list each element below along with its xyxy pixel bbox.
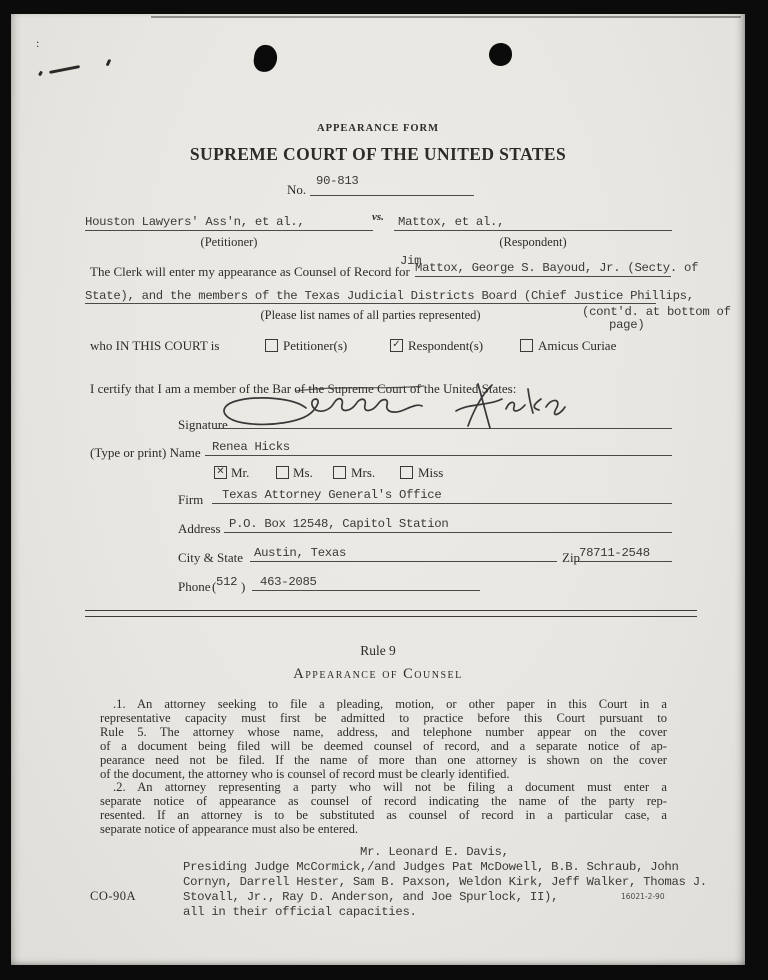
- petitioner-line: [85, 230, 373, 231]
- phone-line: [252, 590, 480, 591]
- continuation-line5: all in their official capacities.: [183, 905, 417, 919]
- vs-label: vs.: [372, 211, 384, 223]
- rule-subtitle: Appearance of Counsel: [293, 666, 463, 682]
- respondent-checkbox: ✓: [390, 339, 403, 352]
- petitioner-checkbox: [265, 339, 278, 352]
- city-state-value: Austin, Texas: [254, 546, 347, 560]
- firm-label: Firm: [178, 492, 204, 507]
- rule-p1-line1: .1. An attorney seeking to file a pleading, motion, or other paper in this Court in a: [113, 697, 667, 711]
- petitioner-caption: (Petitioner): [200, 235, 258, 249]
- name-value: Renea Hicks: [212, 440, 290, 454]
- phone-value: 463-2085: [260, 575, 317, 589]
- rule-p1-line5: pearance need not be filed. If the name of more than one attorney is shown on the cover: [100, 752, 667, 767]
- mrs-checkbox-label: Mrs.: [351, 465, 376, 480]
- phone-paren-close: ): [241, 579, 246, 594]
- scan-top-streak: [151, 16, 741, 18]
- respondent-checkbox-label: Respondent(s): [408, 338, 484, 353]
- petitioner-checkbox-label: Petitioner(s): [283, 338, 348, 353]
- pen-dot-mark: [38, 71, 43, 77]
- rule-p1-line2: representative capacity must first be admitted to practice before this Court pursuant to: [100, 710, 667, 725]
- firm-value: Texas Attorney General's Office: [222, 488, 442, 502]
- signature-scribble: [210, 382, 568, 436]
- phone-label: Phone: [178, 579, 211, 594]
- mr-checkbox-label: Mr.: [231, 465, 250, 480]
- continuation-line4: Stovall, Jr., Ray D. Anderson, and Joe Spurlock, II),: [183, 890, 559, 904]
- scan-colon-mark: :: [36, 36, 40, 50]
- rule-p1-line6: of the document, the attorney who is counsel of record must be clearly identified.: [100, 766, 510, 781]
- pen-stroke-mark: [49, 65, 80, 73]
- address-value: P.O. Box 12548, Capitol Station: [229, 517, 449, 531]
- respondent-caption: (Respondent): [499, 235, 567, 249]
- address-label: Address: [178, 521, 221, 536]
- represented-line2-rule: [85, 303, 656, 304]
- rule-p2-line4: separate notice of appearance must also be entered.: [100, 822, 359, 837]
- continuation-line1: Mr. Leonard E. Davis,: [360, 845, 509, 859]
- respondent-name: Mattox, et al.,: [398, 215, 505, 229]
- represented-line1-rule: [415, 276, 671, 277]
- signature-label: Signature: [178, 417, 228, 432]
- ms-checkbox: [276, 466, 289, 479]
- rule-title: Rule 9: [360, 643, 396, 658]
- rule-p1-line4: of a document being filed will be deemed counsel of record, and a separate notice of ap-: [100, 738, 667, 753]
- miss-checkbox-label: Miss: [418, 465, 444, 480]
- rule-p1-line3: Rule 5. The attorney whose name, address, and telephone number appear on the cover: [100, 724, 667, 739]
- document-number: 16021-2-90: [621, 892, 665, 901]
- city-state-line: [250, 561, 557, 562]
- continuation-line2: Presiding Judge McCormick,/and Judges Pat McDowell, B.B. Schraub, John: [183, 860, 679, 874]
- case-number-line: [310, 195, 474, 196]
- represented-inserted-word: Jim: [400, 254, 422, 268]
- ms-checkbox-label: Ms.: [293, 465, 313, 480]
- name-line: [205, 455, 672, 456]
- contd-note-line1: (cont'd. at bottom of: [582, 305, 731, 319]
- rule-p2-line3: resented. If an attorney is to be substituted as counsel of record in a particular case, a: [100, 808, 667, 823]
- amicus-checkbox: [520, 339, 533, 352]
- zip-value: 78711-2548: [579, 546, 650, 560]
- rule-p2-line1: .2. An attorney representing a party who will not be filing a document must enter a: [113, 780, 667, 795]
- city-state-label: City & State: [178, 550, 243, 565]
- petitioner-name: Houston Lawyers' Ass'n, et al.,: [85, 215, 305, 229]
- zip-label: Zip: [562, 550, 581, 565]
- section-divider: [85, 610, 697, 617]
- case-number-label: No.: [287, 182, 307, 197]
- phone-paren-open: (: [212, 579, 217, 594]
- contd-note-line2: page): [609, 318, 645, 332]
- rule-p2-line2: separate notice of appearance as counsel of record indicating the name of the party rep-: [100, 794, 667, 809]
- represented-parties-line1: Mattox, George S. Bayoud, Jr. (Secty. of: [415, 261, 699, 275]
- represented-parties-line2: State), and the members of the Texas Judicial Districts Board (Chief Justice Phillips,: [85, 289, 694, 303]
- list-parties-note: (Please list names of all parties represented): [260, 308, 481, 322]
- mr-checkbox: ✕: [214, 466, 227, 479]
- name-label: (Type or print) Name: [90, 445, 201, 460]
- certify-statement: I certify that I am a member of the Bar of the Supreme Court of the United States:: [90, 381, 517, 396]
- case-number-value: 90-813: [316, 174, 359, 188]
- form-page: [11, 14, 745, 965]
- court-role-prompt: who IN THIS COURT is: [90, 338, 220, 353]
- form-code: CO-90A: [90, 889, 137, 903]
- continuation-line3: Cornyn, Darrell Hester, Sam B. Paxson, Weldon Kirk, Jeff Walker, Thomas J.: [183, 875, 707, 889]
- address-line: [224, 532, 672, 533]
- punch-hole-right: [489, 43, 512, 66]
- clerk-statement: The Clerk will enter my appearance as Counsel of Record for: [90, 264, 410, 279]
- miss-checkbox: [400, 466, 413, 479]
- form-title: APPEARANCE FORM: [316, 123, 440, 134]
- rule-paragraph-1: [100, 698, 667, 837]
- punch-hole-left: [252, 44, 279, 74]
- respondent-line: [394, 230, 672, 231]
- mrs-checkbox: [333, 466, 346, 479]
- amicus-checkbox-label: Amicus Curiae: [538, 338, 617, 353]
- phone-area-code: 512: [216, 575, 238, 589]
- pen-tick-mark: [106, 59, 111, 66]
- firm-line: [212, 503, 672, 504]
- page-title: SUPREME COURT OF THE UNITED STATES: [189, 144, 567, 164]
- zip-line: [574, 561, 672, 562]
